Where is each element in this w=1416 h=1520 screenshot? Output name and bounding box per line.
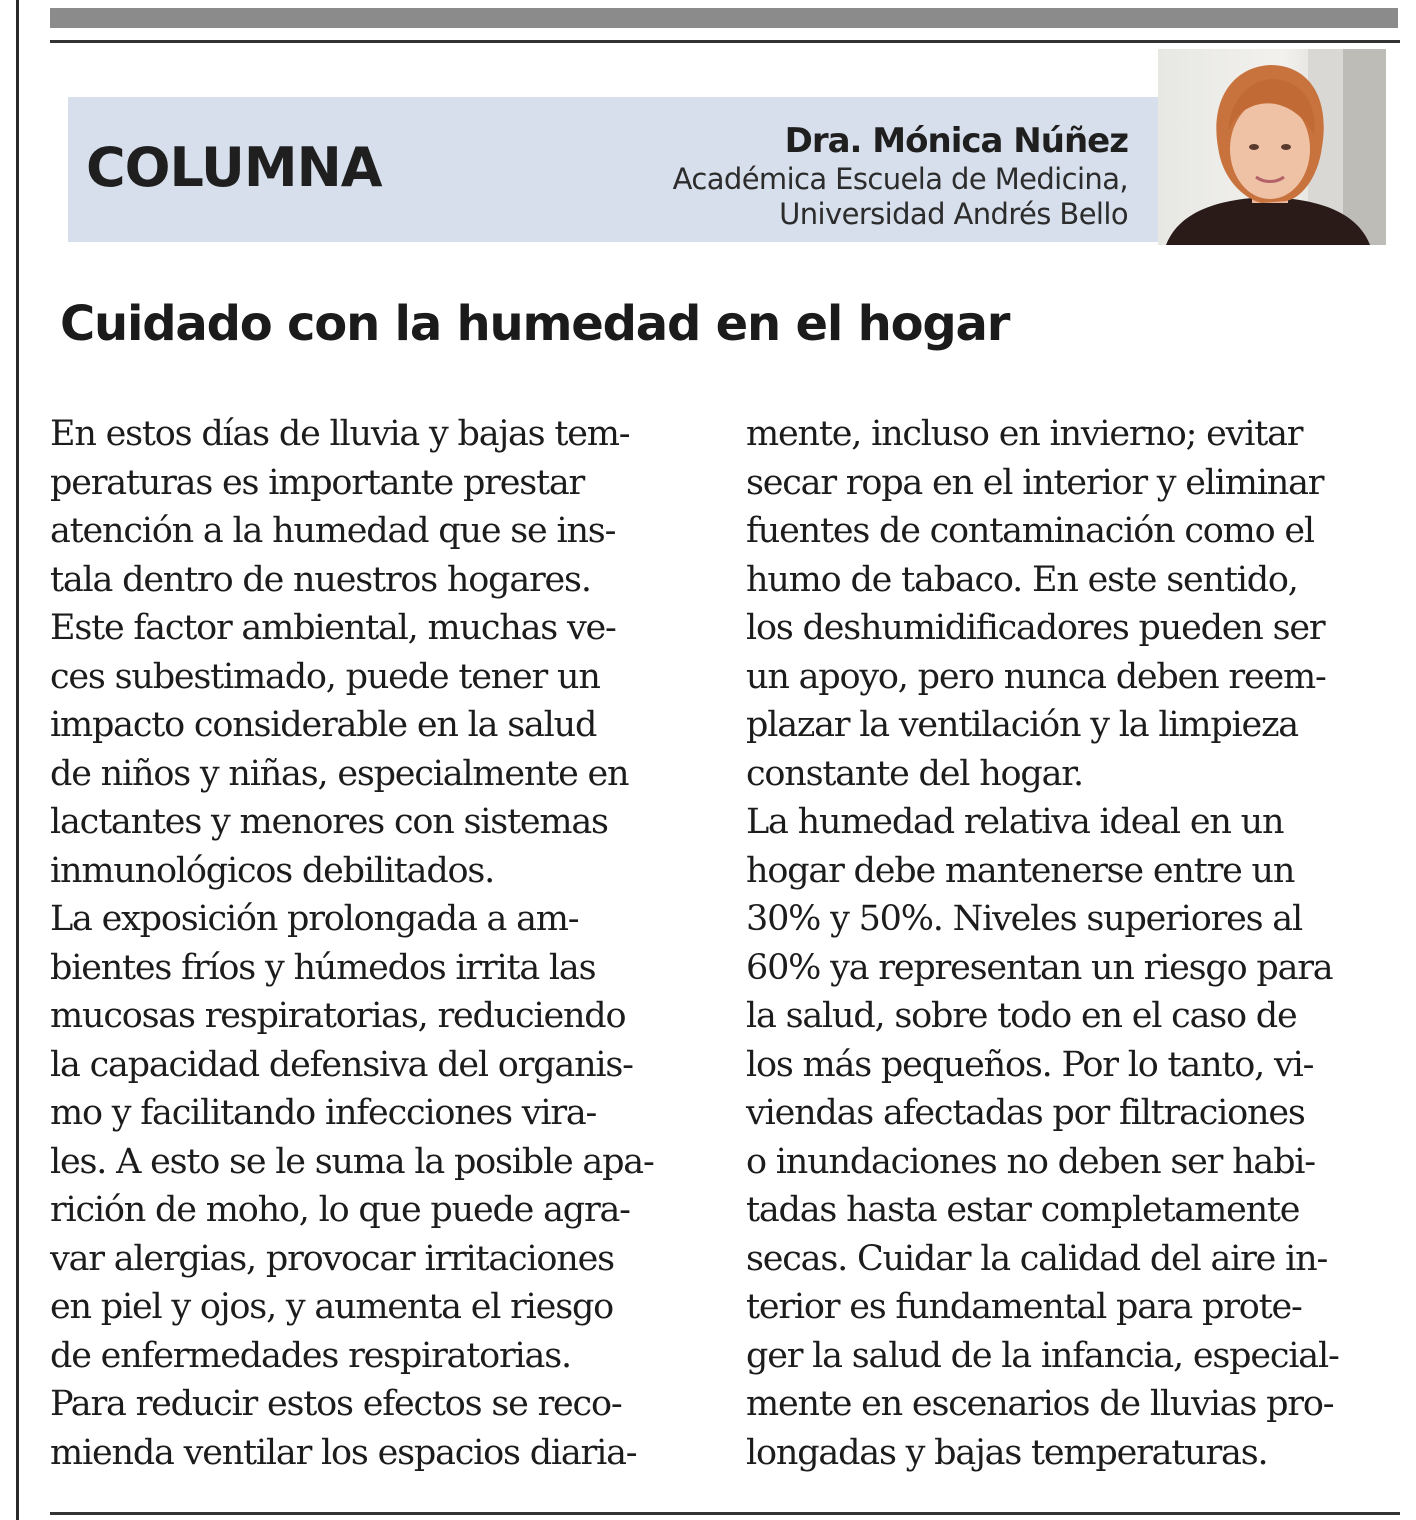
- bottom-divider: [50, 1512, 1400, 1515]
- author-role-line-1: Académica Escuela de Medicina,: [672, 162, 1128, 196]
- body-text-line: constante del hogar.: [746, 753, 1083, 794]
- body-text-line: var alergias, provocar irritaciones: [50, 1238, 614, 1279]
- body-text-line: longadas y bajas temperaturas.: [746, 1432, 1268, 1473]
- body-text-line: de niños y niñas, especialmente en: [50, 753, 629, 794]
- body-text-line: o inundaciones no deben ser habi-: [746, 1141, 1315, 1182]
- body-text-line: tadas hasta estar completamente: [746, 1190, 1300, 1230]
- body-text-line: de enfermedades respiratorias.: [50, 1335, 571, 1376]
- body-text-line: En estos días de lluvia y bajas tem-: [50, 414, 630, 454]
- top-divider: [50, 40, 1400, 43]
- body-text-line: mo y facilitando infecciones vira-: [50, 1093, 597, 1133]
- body-text-line: en piel y ojos, y aumenta el riesgo: [50, 1287, 614, 1327]
- body-text-line: la capacidad defensiva del organis-: [50, 1044, 633, 1085]
- body-text-line: viendas afectadas por filtraciones: [746, 1093, 1305, 1133]
- body-text-line: hogar debe mantenerse entre un: [746, 850, 1295, 891]
- body-text-line: La humedad relativa ideal en un: [746, 802, 1284, 842]
- body-text-line: inmunológicos debilitados.: [50, 850, 495, 891]
- body-text-line: ger la salud de la infancia, especial-: [746, 1335, 1339, 1376]
- body-text-line: bientes fríos y húmedos irrita las: [50, 947, 596, 988]
- body-text-line: 30% y 50%. Niveles superiores al: [746, 899, 1302, 939]
- body-text-line: los más pequeños. Por lo tanto, vi-: [746, 1044, 1314, 1085]
- body-text-line: fuentes de contaminación como el: [746, 511, 1314, 551]
- author-photo: [1158, 49, 1386, 245]
- body-text-line: mente en escenarios de lluvias pro-: [746, 1384, 1334, 1424]
- body-text-line: 60% ya representan un riesgo para: [746, 947, 1333, 988]
- body-text-line: les. A esto se le suma la posible apa-: [50, 1141, 654, 1182]
- body-text-line: la salud, sobre todo en el caso de: [746, 996, 1297, 1036]
- author-byline: [673, 120, 1128, 232]
- portrait-icon: [1158, 49, 1386, 245]
- body-text-line: secar ropa en el interior y eliminar: [746, 462, 1324, 503]
- body-text-line: tala dentro de nuestros hogares.: [50, 559, 591, 600]
- body-text-line: Este factor ambiental, muchas ve-: [50, 608, 616, 648]
- body-column-left: [50, 410, 722, 1477]
- body-text-line: mente, incluso en invierno; evitar: [746, 414, 1303, 454]
- left-column-rule: [16, 0, 19, 1520]
- body-text-line: lactantes y menores con sistemas: [50, 802, 608, 842]
- body-text-line: Para reducir estos efectos se reco-: [50, 1384, 622, 1424]
- body-text-line: plazar la ventilación y la limpieza: [746, 705, 1298, 745]
- body-text-line: La exposición prolongada a am-: [50, 899, 579, 939]
- body-text-line: humo de tabaco. En este sentido,: [746, 559, 1298, 600]
- body-text-line: mienda ventilar los espacios diaria-: [50, 1432, 637, 1473]
- body-column-right: [746, 410, 1416, 1477]
- top-gray-bar: [50, 8, 1398, 28]
- author-name: Dra. Mónica Núñez: [784, 121, 1128, 161]
- body-text-line: ces subestimado, puede tener un: [50, 656, 600, 697]
- body-text-line: atención a la humedad que se ins-: [50, 511, 616, 551]
- body-text-line: los deshumidificadores pueden ser: [746, 608, 1325, 648]
- author-role-line-2: Universidad Andrés Bello: [779, 197, 1128, 231]
- body-text-line: secas. Cuidar la calidad del aire in-: [746, 1238, 1328, 1279]
- body-text-line: peraturas es importante prestar: [50, 462, 585, 503]
- body-text-line: rición de moho, lo que puede agra-: [50, 1190, 630, 1230]
- body-text-line: un apoyo, pero nunca deben reem-: [746, 656, 1326, 697]
- article-headline: Cuidado con la humedad en el hogar: [60, 296, 1010, 352]
- section-label: COLUMNA: [86, 136, 382, 199]
- body-text-line: impacto considerable en la salud: [50, 705, 597, 745]
- body-text-line: terior es fundamental para prote-: [746, 1287, 1302, 1327]
- body-text-line: mucosas respiratorias, reduciendo: [50, 996, 626, 1036]
